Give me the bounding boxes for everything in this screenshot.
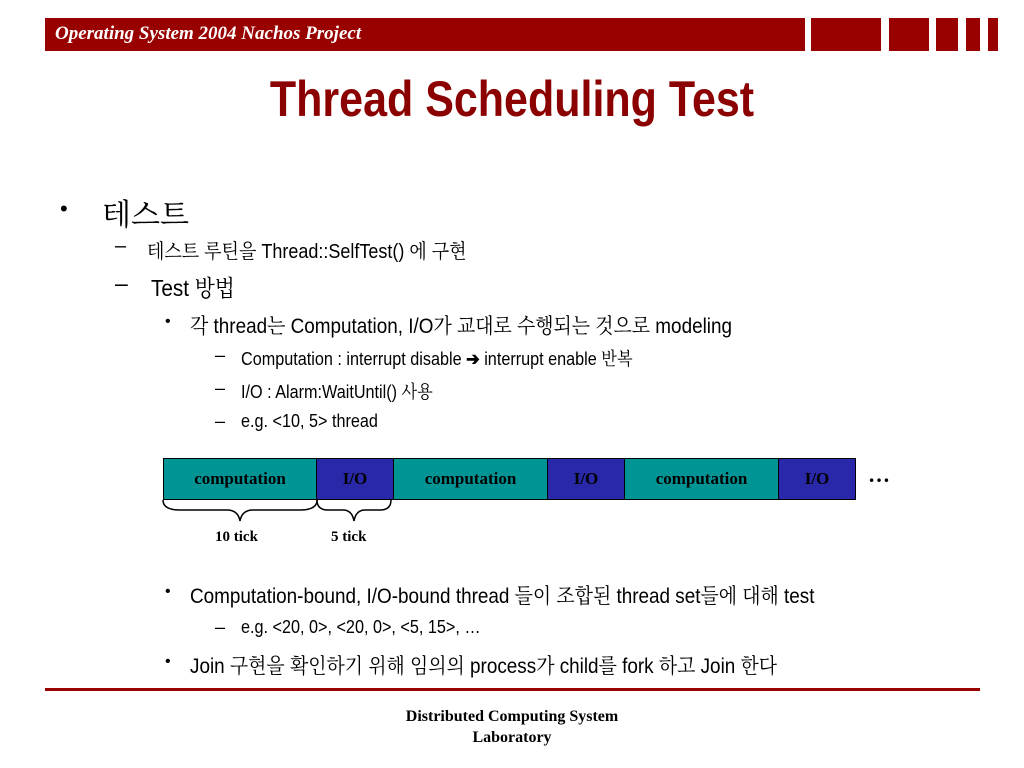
io-segment: I/O bbox=[778, 458, 856, 500]
bullet-dot: • bbox=[165, 653, 171, 670]
detail-text: e.g. <20, 0>, <20, 0>, <5, 15>, … bbox=[241, 617, 481, 637]
tick-braces bbox=[160, 498, 400, 524]
brace-computation bbox=[163, 500, 317, 521]
computation-segment: computation bbox=[624, 458, 779, 500]
footer-line: Distributed Computing System bbox=[405, 708, 619, 725]
computation-segment: computation bbox=[163, 458, 317, 500]
footer-rule bbox=[45, 688, 980, 691]
sub-sub-bullet-text: 각 thread는 Computation, I/O가 교대로 수행되는 것으로 modeling bbox=[190, 315, 733, 338]
header-decoration-block bbox=[966, 18, 980, 51]
dash-marker: – bbox=[215, 345, 226, 365]
continuation-ellipsis: … bbox=[868, 462, 890, 487]
arrow-right-icon: ➔ bbox=[466, 349, 480, 369]
computation-segment: computation bbox=[393, 458, 548, 500]
io-segment: I/O bbox=[547, 458, 625, 500]
header-decoration-block bbox=[889, 18, 929, 51]
detail-text bbox=[241, 345, 633, 371]
dash-marker: – bbox=[115, 270, 128, 296]
dash-marker: – bbox=[215, 617, 226, 637]
sub-sub-bullet-text: Computation-bound, I/O-bound thread 들이 조합된 thread set들에 대해 test bbox=[190, 585, 815, 608]
footer-line: Laboratory bbox=[472, 729, 552, 746]
page-title: Thread Scheduling Test bbox=[269, 71, 755, 127]
sub-bullet-text: 테스트 루틴을 Thread::SelfTest() 에 구현 bbox=[147, 241, 467, 263]
dash-marker: – bbox=[115, 235, 127, 257]
header-decoration-block bbox=[936, 18, 958, 51]
sub-sub-bullet-text: Join 구현을 확인하기 위해 임의의 process가 child를 fork 하고 Join 한다 bbox=[190, 655, 778, 678]
detail-text-part: interrupt enable 반복 bbox=[479, 349, 633, 369]
bullet-text: 테스트 bbox=[102, 199, 189, 232]
tick-label-computation: 10 tick bbox=[215, 529, 258, 545]
detail-text: I/O : Alarm:WaitUntil() 사용 bbox=[241, 382, 433, 402]
header-bar bbox=[45, 18, 805, 51]
bullet-dot: • bbox=[165, 313, 171, 330]
bullet-dot: • bbox=[165, 583, 171, 600]
brace-io bbox=[317, 500, 391, 521]
header-text: Operating System 2004 Nachos Project bbox=[55, 23, 362, 44]
footer bbox=[0, 706, 1024, 748]
header-decoration-block bbox=[811, 18, 881, 51]
thread-timeline-diagram bbox=[163, 458, 856, 500]
dash-marker: – bbox=[215, 378, 226, 398]
bullet-dot: • bbox=[60, 196, 68, 221]
io-segment: I/O bbox=[316, 458, 394, 500]
dash-marker: – bbox=[215, 411, 226, 431]
detail-text-part: Computation : interrupt disable bbox=[241, 349, 467, 369]
detail-text: e.g. <10, 5> thread bbox=[241, 411, 378, 431]
header-decoration-block bbox=[988, 18, 998, 51]
sub-bullet-text: Test 방법 bbox=[151, 275, 235, 301]
tick-label-io: 5 tick bbox=[331, 529, 367, 545]
